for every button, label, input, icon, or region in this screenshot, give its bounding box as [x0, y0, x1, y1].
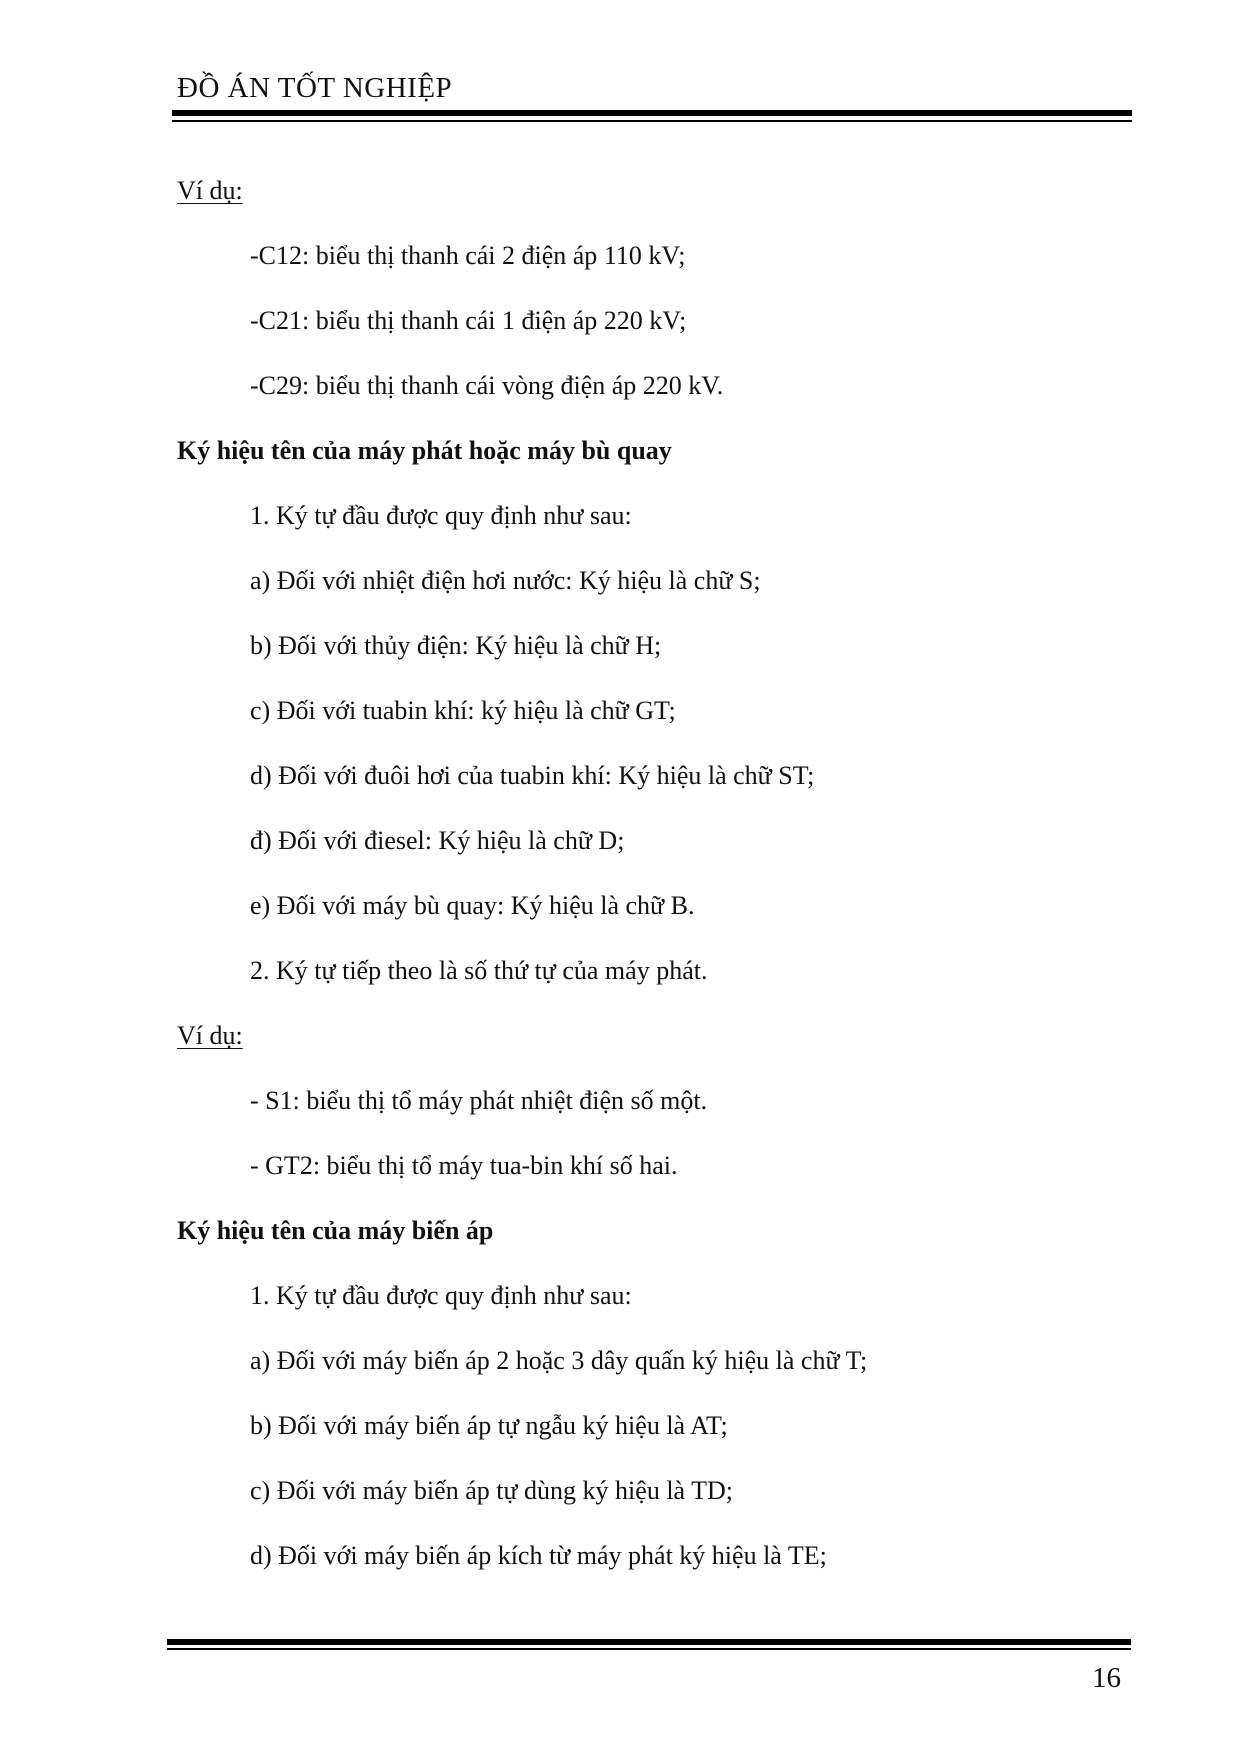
example-item: -C21: biểu thị thanh cái 1 điện áp 220 kV; [250, 306, 687, 335]
example-item: -C12: biểu thị thanh cái 2 điện áp 110 kV; [250, 241, 686, 270]
section-heading: Ký hiệu tên của máy phát hoặc máy bù quay [177, 436, 672, 465]
list-item: e) Đối với máy bù quay: Ký hiệu là chữ B. [250, 891, 695, 920]
list-item: b) Đối với thủy điện: Ký hiệu là chữ H; [250, 631, 662, 660]
list-item: d) Đối với đuôi hơi của tuabin khí: Ký hiệu là chữ ST; [250, 761, 815, 790]
example-label: Ví dụ: [177, 1021, 243, 1050]
list-item: a) Đối với máy biến áp 2 hoặc 3 dây quấn ký hiệu là chữ T; [250, 1346, 868, 1375]
list-item: c) Đối với tuabin khí: ký hiệu là chữ GT; [250, 696, 676, 725]
list-item: 1. Ký tự đầu được quy định như sau: [250, 501, 632, 530]
example-item: - S1: biểu thị tổ máy phát nhiệt điện số một. [250, 1086, 708, 1115]
example-label: Ví dụ: [177, 176, 243, 205]
list-item: a) Đối với nhiệt điện hơi nước: Ký hiệu là chữ S; [250, 566, 761, 595]
header-rule-thin [172, 120, 1132, 122]
section-heading: Ký hiệu tên của máy biến áp [177, 1216, 494, 1245]
list-item: 1. Ký tự đầu được quy định như sau: [250, 1281, 632, 1310]
example-item: - GT2: biểu thị tổ máy tua-bin khí số hai. [250, 1151, 678, 1180]
list-item: b) Đối với máy biến áp tự ngẫu ký hiệu là AT; [250, 1411, 728, 1440]
page-number: 16 [1092, 1662, 1121, 1694]
header-rule-thick [172, 110, 1132, 116]
footer-rule-thick [167, 1639, 1131, 1645]
list-item: d) Đối với máy biến áp kích từ máy phát ký hiệu là TE; [250, 1541, 827, 1570]
list-item: đ) Đối với điesel: Ký hiệu là chữ D; [250, 826, 625, 855]
footer-rule-thin [167, 1648, 1131, 1650]
header-title: ĐỒ ÁN TỐT NGHIỆP [177, 72, 453, 104]
list-item: 2. Ký tự tiếp theo là số thứ tự của máy phát. [250, 956, 708, 985]
example-item: -C29: biểu thị thanh cái vòng điện áp 220 kV. [250, 371, 724, 400]
list-item: c) Đối với máy biến áp tự dùng ký hiệu là TD; [250, 1476, 733, 1505]
